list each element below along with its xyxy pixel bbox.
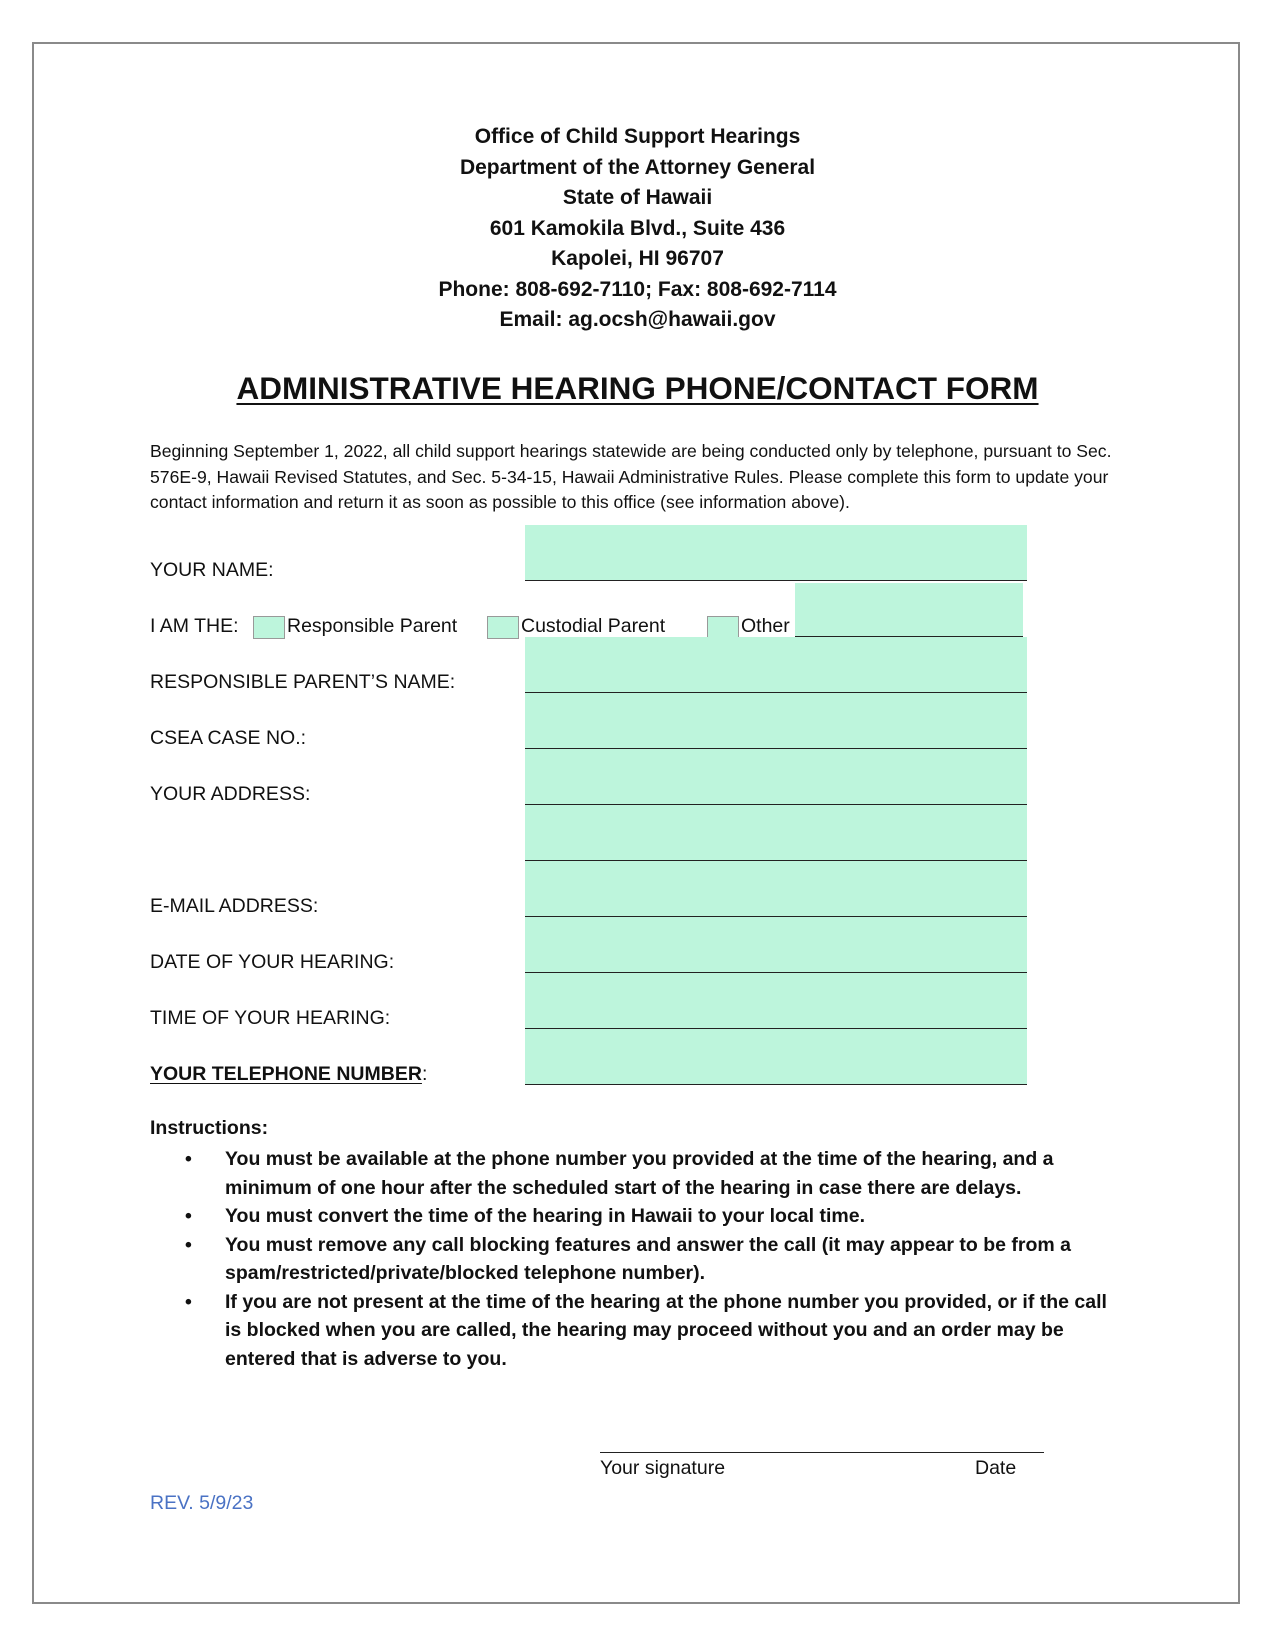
hearing-date-label: DATE OF YOUR HEARING: [150,951,395,973]
telephone-number-field[interactable] [525,1029,1027,1085]
telephone-number-label-text: YOUR TELEPHONE NUMBER [150,1063,422,1085]
hearing-date-field[interactable] [525,917,1027,973]
instruction-item [185,1202,1120,1231]
instruction-item [185,1145,1120,1202]
instruction-item [185,1288,1120,1374]
signature-line[interactable] [600,1452,1044,1453]
instruction-text: If you are not present at the time of the hearing at the phone number you provided, or if the call is blocked when you are called, the hearing may proceed without you and an order may be entered that is adverse to you. [225,1290,1107,1370]
instructions-title: Instructions: [150,1117,269,1139]
responsible-parent-name-field[interactable] [525,637,1027,693]
other-checkbox[interactable] [707,616,739,639]
custodial-parent-option: Custodial Parent [521,615,666,637]
email-address-field[interactable] [525,861,1027,917]
street-address: 601 Kamokila Blvd., Suite 436 [489,216,786,240]
bullet-icon: • [185,1205,192,1227]
department-name: Department of the Attorney General [459,155,816,179]
phone-fax: Phone: 808-692-7110; Fax: 808-692-7114 [438,277,837,301]
other-option: Other [741,615,790,637]
hearing-time-label: TIME OF YOUR HEARING: [150,1007,391,1029]
instruction-text: You must remove any call blocking features and answer the call (it may appear to be from a spam/restricted/private/blocked telephone number). [225,1233,1071,1284]
instruction-text: You must be available at the phone number you provided at the time of the hearing, and a minimum of one hour after the scheduled start of the hearing in case there are delays. [225,1148,1054,1199]
signature-date-label: Date [975,1457,1017,1479]
bullet-icon: • [185,1290,192,1313]
address-line-1-field[interactable] [525,749,1027,805]
signature-label: Your signature [600,1457,726,1479]
bullet-icon: • [185,1233,192,1256]
responsible-parent-option: Responsible Parent [287,615,458,637]
responsible-parent-name-label: RESPONSIBLE PARENT’S NAME: [150,671,456,693]
csea-case-no-label: CSEA CASE NO.: [150,727,307,749]
i-am-the-label: I AM THE: [150,615,239,637]
office-email: Email: ag.ocsh@hawaii.gov [499,308,776,331]
csea-case-no-field[interactable] [525,693,1027,749]
telephone-number-label [150,1063,427,1086]
telephone-number-underline [525,1084,1027,1085]
custodial-parent-checkbox[interactable] [487,616,519,639]
instruction-item [185,1231,1120,1288]
your-name-underline [525,580,1027,581]
intro-paragraph: Beginning September 1, 2022, all child support hearings statewide are being conducted only by telephone, pursuant to Sec. 576E-9, Hawaii Revised Statutes, and Sec. 5-34-15, Hawaii Administrative Rules. Please complete this form to update your contact information and return it as soon as possible to this office (see information above). [150,441,1112,512]
form-title: ADMINISTRATIVE HEARING PHONE/CONTACT FORM [236,370,1039,406]
state-name: State of Hawaii [562,186,713,209]
your-name-field[interactable] [525,525,1027,581]
revision-date: REV. 5/9/23 [150,1492,254,1514]
telephone-number-colon: : [421,1063,428,1085]
email-address-label: E-MAIL ADDRESS: [150,895,319,917]
instruction-text: You must convert the time of the hearing in Hawaii to your local time. [225,1205,865,1227]
bullet-icon: • [185,1148,192,1170]
instructions-list [185,1145,1120,1373]
office-name: Office of Child Support Hearings [474,125,801,148]
your-address-label: YOUR ADDRESS: [150,783,311,805]
city-address: Kapolei, HI 96707 [551,247,724,270]
hearing-time-field[interactable] [525,973,1027,1029]
role-other-field[interactable] [795,583,1023,637]
responsible-parent-checkbox[interactable] [253,616,285,639]
letterhead [0,122,1275,336]
address-line-2-field[interactable] [525,805,1027,861]
your-name-label: YOUR NAME: [150,559,274,581]
